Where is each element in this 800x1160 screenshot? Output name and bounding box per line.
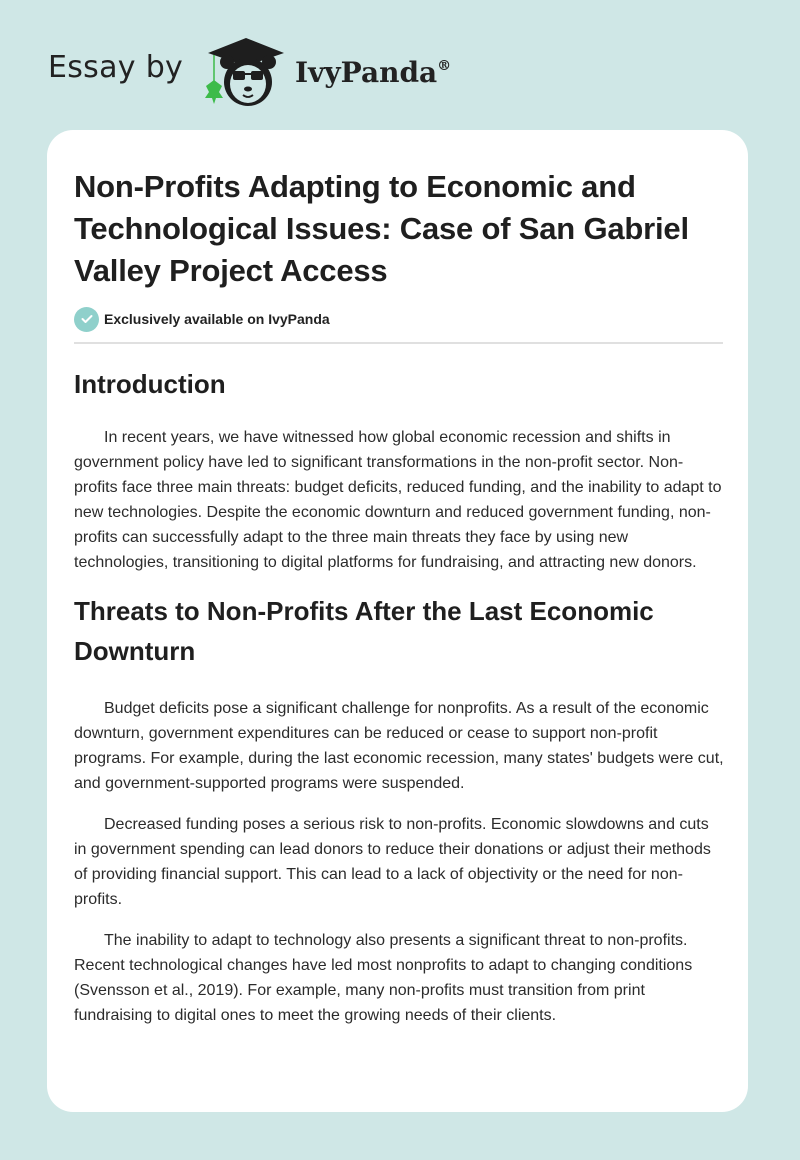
divider xyxy=(74,342,723,344)
brand-prefix: Essay by xyxy=(48,50,184,85)
exclusive-text: Exclusively available on IvyPanda xyxy=(104,311,330,327)
section-heading: Threats to Non-Profits After the Last Economic Downturn xyxy=(74,596,654,666)
section-heading: Introduction xyxy=(74,369,226,399)
check-circle-icon xyxy=(74,307,99,332)
paragraph: Budget deficits pose a significant challenge for nonprofits. As a result of the economic downturn, government expenditures can be reduced or cease to support non-profit programs. For example, during the last economic recession, many states' budgets were cut, and government-supported programs were suspended. xyxy=(74,700,724,792)
essay-title: Non-Profits Adapting to Economic and Technological Issues: Case of San Gabriel Valley Project Access xyxy=(74,169,689,288)
brand-name[interactable] xyxy=(295,56,451,89)
section-introduction xyxy=(74,364,722,575)
exclusive-badge xyxy=(74,306,722,332)
section-threats xyxy=(74,591,722,1028)
registered-mark: ® xyxy=(437,57,452,74)
brand-name-text: IvyPanda xyxy=(295,56,438,89)
site-header xyxy=(0,0,800,130)
paragraph: In recent years, we have witnessed how global economic recession and shifts in government policy have led to significant transformations in the non-profit sector. Non-profits face three main threats: budget deficits, reduced funding, and the inability to adapt to new technologies. Despite the economic downturn and reduced government funding, non-profits can successfully adapt to the three main threats they face by using new technologies, transitioning to digital platforms for fundraising, and attracting new donors. xyxy=(74,429,722,571)
panda-graduate-icon[interactable] xyxy=(200,34,290,110)
essay-card xyxy=(47,130,748,1112)
paragraph: The inability to adapt to technology also presents a significant threat to non-profits. Recent technological changes have led most nonprofits to adapt to changing conditions (Svensson et al., 2019). For example, many non-profits must transition from print fundraising to digital ones to meet the growing needs of their clients. xyxy=(74,932,693,1024)
paragraph: Decreased funding poses a serious risk to non-profits. Economic slowdowns and cuts in government spending can lead donors to reduce their donations or adjust their methods of providing financial support. This can lead to a lack of objectivity or the need for non-profits. xyxy=(74,816,711,908)
